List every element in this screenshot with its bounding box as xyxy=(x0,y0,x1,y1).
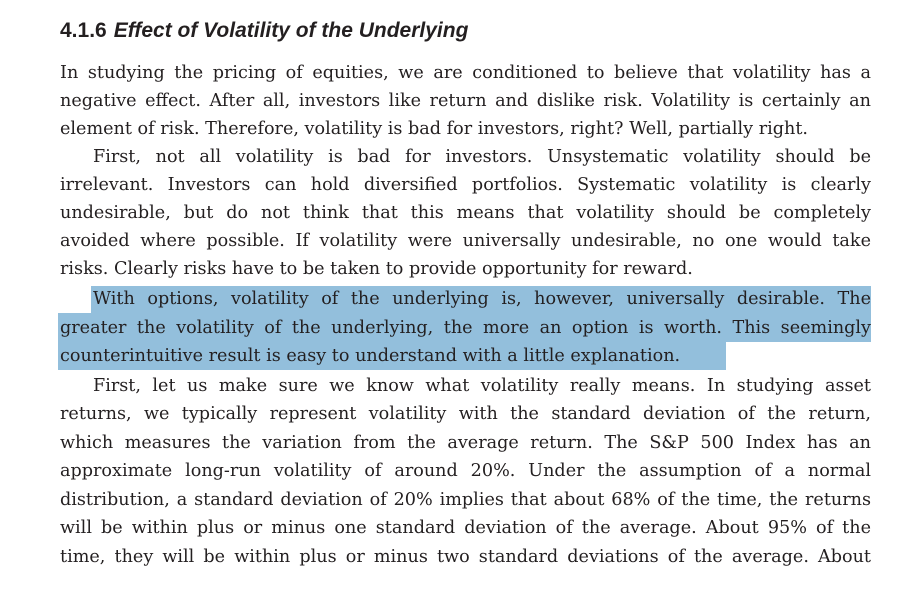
highlighted-text-line: With options, volatility of the underlying is, however, universally desirable. The xyxy=(93,289,871,309)
text-line: element of risk. Therefore, volatility is bad for investors, right? Well, partially right. xyxy=(60,119,809,139)
text-line: In studying the pricing of equities, we are conditioned to believe that volatility has a xyxy=(60,63,871,83)
text-line: undesirable, but do not think that this means that volatility should be completely xyxy=(60,203,871,223)
text-line: irrelevant. Investors can hold diversified portfolios. Systematic volatility is clearly xyxy=(60,175,871,195)
text-line: negative effect. After all, investors like return and dislike risk. Volatility is certainly an xyxy=(60,91,871,111)
text-line: time, they will be within plus or minus two standard deviations of the average. About xyxy=(60,547,871,567)
highlighted-text-line: greater the volatility of the underlying, the more an option is worth. This seemingly xyxy=(60,318,871,338)
text-line: avoided where possible. If volatility were universally undesirable, no one would take xyxy=(60,231,871,251)
text-line: returns, we typically represent volatility with the standard deviation of the return, xyxy=(60,404,871,424)
section-number: 4.1.6 xyxy=(60,19,107,42)
text-line: risks. Clearly risks have to be taken to provide opportunity for reward. xyxy=(60,259,693,279)
text-line: First, let us make sure we know what volatility really means. In studying asset xyxy=(93,376,871,396)
highlighted-text-line: counterintuitive result is easy to understand with a little explanation. xyxy=(60,346,681,366)
text-line: which measures the variation from the average return. The S&P 500 Index has an xyxy=(60,433,871,453)
text-line: approximate long-run volatility of around 20%. Under the assumption of a normal xyxy=(60,461,871,481)
section-heading xyxy=(60,19,468,43)
text-line: First, not all volatility is bad for investors. Unsystematic volatility should be xyxy=(93,147,871,167)
section-title: Effect of Volatility of the Underlying xyxy=(113,19,469,42)
text-line: distribution, a standard deviation of 20% implies that about 68% of the time, the returns xyxy=(60,490,871,510)
text-line: will be within plus or minus one standard deviation of the average. About 95% of the xyxy=(60,518,871,538)
